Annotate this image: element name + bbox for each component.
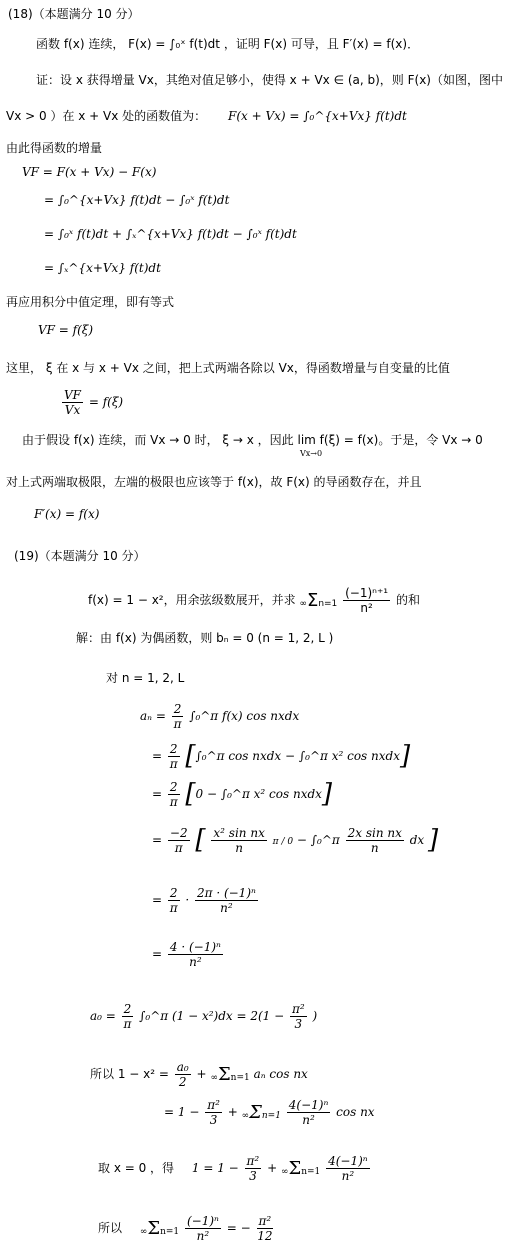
frac-num: π² [207, 1098, 220, 1112]
a0-rhs: ∫₀^π (1 − x²)dx = 2(1 − [139, 1009, 285, 1023]
equals: = [152, 947, 163, 961]
q18-conclude: 对上式两端取极限，左端的极限也应该等于 f(x)，故 F(x) 的导函数存在，并且 [6, 475, 422, 489]
q19-take: 取 x = 0 ，得 1 = 1 − $\frac{\text{π²}}{3}$ + ∞Σn=1 $\frac{\text{4(−1)ⁿ}}{\text{n²}}$ [98, 1154, 368, 1183]
q19-final: 所以 ∞Σn=1 $\frac{\text{(−1)ⁿ}}{\text{n²}}$ = − $\frac{\text{π²}}{12}$ [98, 1214, 273, 1243]
frac-den: π [174, 841, 183, 855]
ratio-numerator: VF [64, 388, 81, 402]
plus: + [267, 1161, 278, 1175]
so-label: 所以 1 − x² = [90, 1067, 169, 1081]
q19-an-line4: = $\frac{-2}{\pi}$ [ $\frac{\text{x² sin nx}}{n}$ π / 0 − ∫₀^π $\frac{\text{2x sin nx}}{n}$ dx ] [152, 825, 439, 855]
an-bracket-content: ∫₀^π cos nxdx − ∫₀^π x² cos nxdx [195, 749, 400, 763]
frac-num: 2π · (−1)ⁿ [196, 886, 256, 900]
q18-limit-text: 由于假设 f(x) 连续，而 Vx → 0 时， ξ → x ，因此 lim f(ξ) = f(x)。于是，令 Vx → 0 [22, 433, 483, 447]
ratio-rhs: = f(ξ) [88, 395, 124, 409]
frac-den: n² [189, 955, 202, 969]
frac-den: π [169, 757, 178, 771]
sum-top: ∞ [210, 1072, 218, 1083]
sum-bottom: n=1 [230, 1072, 250, 1083]
q18-eq3: = ∫₀ˣ f(t)dt + ∫ₓ^{x+Vx} f(t)dt − ∫₀ˣ f(t)dt [44, 227, 297, 241]
frac-den: π [123, 1017, 132, 1031]
frac-num: π² [246, 1154, 260, 1168]
q19-solution: 解：由 f(x) 为偶函数，则 bₙ = 0 (n = 1, 2, L ) [76, 631, 334, 645]
frac-den: 12 [257, 1229, 273, 1243]
q18-limit-sub: Vx→0 [300, 449, 323, 458]
frac-den: n [370, 841, 379, 855]
plus: + [227, 1105, 238, 1119]
equals: = [152, 749, 163, 763]
q19-heading: (19)（本题满分 10 分） [14, 549, 146, 563]
sum-top: ∞ [241, 1110, 250, 1121]
equals: = [152, 893, 163, 907]
q18-eq1: VF = F(x + Vx) − F(x) [22, 165, 157, 179]
q18-increment-label: 由此得函数的增量 [6, 141, 103, 155]
q19-statement [88, 586, 420, 615]
frac-num: 4(−1)ⁿ [328, 1154, 368, 1168]
frac-den: 3 [209, 1113, 218, 1127]
take-label: 取 x = 0 ，得 [98, 1161, 175, 1175]
frac-num: (−1)ⁿ [186, 1214, 219, 1228]
sum-bottom: n=1 [261, 1110, 281, 1121]
sum-bottom: n=1 [301, 1166, 321, 1177]
q18-final: F′(x) = f(x) [34, 507, 100, 521]
equals: = [152, 833, 163, 847]
frac-den: 2 [178, 1075, 187, 1089]
q18-mvt-eq: VF = f(ξ) [38, 323, 94, 337]
q19-an-line2: = $\frac{2}{\pi}$ [∫₀^π cos nxdx − ∫₀^π x² cos nxdx] [152, 741, 411, 771]
ratio-denominator: Vx [64, 403, 81, 417]
q19-so2: = 1 − $\frac{\text{π²}}{3}$ + ∞Σn=1 $\frac{\text{4(−1)ⁿ}}{\text{n²}}$ cos nx [164, 1098, 375, 1127]
two-over-pi-num: 2 [173, 702, 182, 716]
sum-bottom: n=1 [160, 1226, 180, 1237]
q19-an-line5: = $\frac{2}{\pi}$ · $\frac{\text{2π · (−1)ⁿ}}{\text{n²}}$ [152, 886, 256, 915]
frac-num: π² [292, 1002, 305, 1016]
frac-num: 2x sin nx [347, 826, 402, 840]
eval-bar: π / 0 [272, 837, 294, 847]
q19-series-frac [343, 586, 390, 615]
an-bracket-content: 0 − ∫₀^π x² cos nxdx [195, 787, 322, 801]
final-rhs: = − [226, 1221, 251, 1235]
cos-term: aₙ cos nx [253, 1067, 308, 1081]
series-numerator: (−1)ⁿ⁺¹ [345, 586, 389, 600]
q19-an-line3: = $\frac{2}{\pi}$ [0 − ∫₀^π x² cos nxdx] [152, 779, 333, 809]
sum-top: ∞ [280, 1166, 289, 1177]
q19-an-line6 [152, 940, 225, 969]
q19-series-sum: ∞Σn=1 [299, 589, 338, 611]
a0-lhs: a₀ = [90, 1009, 116, 1023]
sum-bottom: n=1 [318, 598, 338, 609]
frac-den: n² [220, 901, 233, 915]
frac-num: a₀ [176, 1060, 189, 1074]
take-eq: 1 = 1 − [191, 1161, 239, 1175]
q19-an-line1 [140, 702, 299, 731]
frac-den: π [169, 795, 178, 809]
q19-statement-a: f(x) = 1 − x²，用余弦级数展开，并求 [88, 593, 296, 607]
frac-den: 3 [294, 1017, 303, 1031]
frac-num: 4(−1)ⁿ [288, 1098, 329, 1112]
dx: dx [409, 833, 425, 847]
q18-fx-at: F(x + Vx) = ∫₀^{x+Vx} f(t)dt [228, 109, 407, 123]
cos-tail: cos nx [336, 1105, 375, 1119]
an-rhs: ∫₀^π f(x) cos nxdx [189, 709, 300, 723]
frac-den: n [235, 841, 243, 855]
sum-top: ∞ [299, 598, 307, 609]
q19-so: 所以 1 − x² = $\frac{\text{a₀}}{2}$ + ∞Σn=1 aₙ cos nx [90, 1060, 308, 1089]
q18-proof-intro-2: Vx > 0 ）在 x + Vx 处的函数值为： [6, 109, 207, 123]
q19-statement-b: 的和 [395, 593, 420, 607]
q18-between: 这里， ξ 在 x 与 x + Vx 之间，把上式两端各除以 Vx，得函数增量与自变量的比值 [6, 361, 450, 375]
q18-eq4: = ∫ₓ^{x+Vx} f(t)dt [44, 261, 161, 275]
frac-den: n² [302, 1113, 315, 1127]
q18-statement: 函数 f(x) 连续， F(x) = ∫₀ˣ f(t)dt ，证明 F(x) 可导，且 F′(x) = f(x)． [36, 37, 420, 51]
integral: − ∫₀^π [296, 833, 340, 847]
q18-mvt-label: 再应用积分中值定理，即有等式 [6, 295, 175, 309]
frac-num: 2 [123, 1002, 132, 1016]
q19-for-n: 对 n = 1, 2, L [106, 671, 185, 685]
frac-den: n² [341, 1169, 355, 1183]
frac-num: 2 [169, 780, 178, 794]
sum-top: ∞ [139, 1226, 148, 1237]
frac-num: π² [258, 1214, 272, 1228]
series-denominator: n² [360, 601, 373, 615]
plus: + [196, 1067, 207, 1081]
q18-ratio [60, 388, 123, 417]
so2-prefix: = 1 − [164, 1105, 200, 1119]
q18-proof-intro-1: 证：设 x 获得增量 Vx，其绝对值足够小，使得 x + Vx ∈ (a, b)，则 F(x)（如图，图中 [36, 73, 503, 87]
q18-eq2: = ∫₀^{x+Vx} f(t)dt − ∫₀ˣ f(t)dt [44, 193, 230, 207]
frac-num: 4 · (−1)ⁿ [169, 940, 221, 954]
two-over-pi-den: π [173, 717, 182, 731]
an-lhs: aₙ = [140, 709, 166, 723]
close-paren: ) [312, 1009, 318, 1023]
frac-num: x² sin nx [213, 826, 265, 840]
frac-den: n² [196, 1229, 210, 1243]
frac-den: 3 [249, 1169, 257, 1183]
frac-den: π [169, 901, 178, 915]
final-so-label: 所以 [98, 1221, 123, 1235]
frac-num: 2 [169, 886, 178, 900]
frac-num: −2 [169, 826, 188, 840]
q19-a0 [90, 1002, 317, 1031]
q18-heading: (18)（本题满分 10 分） [8, 7, 140, 21]
frac-num: 2 [169, 742, 178, 756]
equals: = [152, 787, 163, 801]
